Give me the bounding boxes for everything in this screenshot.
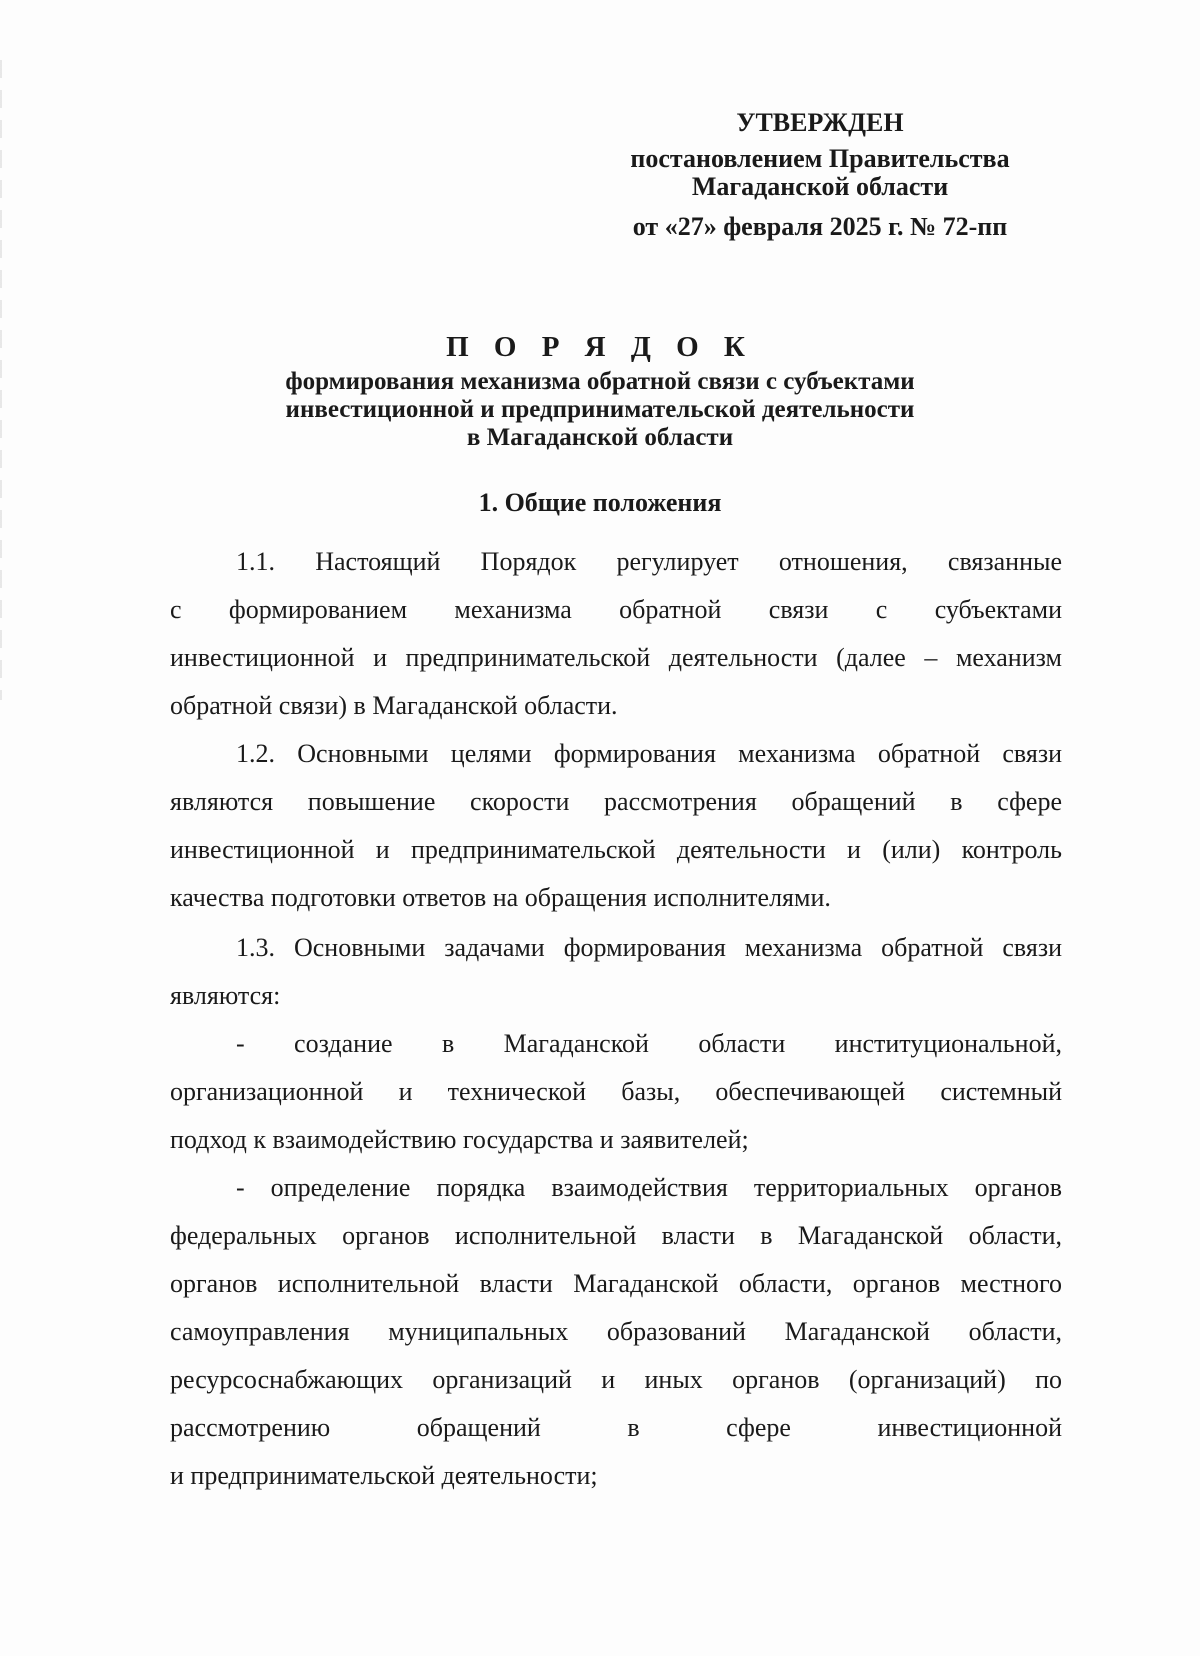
- body-line: федеральных органов исполнительной власти в Магаданской области,: [170, 1221, 1062, 1250]
- body-line: 1.2. Основными целями формирования механизма обратной связи: [236, 739, 1062, 768]
- approval-line-2: Магаданской области: [691, 172, 949, 201]
- scan-edge-artifact: [0, 60, 2, 700]
- body-line: подход к взаимодействию государства и заявителей;: [170, 1125, 749, 1154]
- body-line: 1.1. Настоящий Порядок регулирует отношения, связанные: [236, 547, 1062, 576]
- body-line: инвестиционной и предпринимательской деятельности (далее – механизм: [170, 643, 1062, 672]
- body-line: самоуправления муниципальных образований Магаданской области,: [170, 1317, 1062, 1346]
- body-line: качества подготовки ответов на обращения исполнителями.: [170, 883, 831, 912]
- body-line: и предпринимательской деятельности;: [170, 1461, 598, 1490]
- approval-line-1: постановлением Правительства: [630, 144, 1010, 173]
- document-title: П О Р Я Д О К: [446, 331, 754, 363]
- body-line: рассмотрению обращений в сфере инвестиционной: [170, 1413, 1062, 1442]
- document-subtitle-line-1: формирования механизма обратной связи с субъектами: [285, 368, 915, 395]
- body-line: инвестиционной и предпринимательской деятельности и (или) контроль: [170, 835, 1062, 864]
- document-subtitle-line-3: в Магаданской области: [466, 424, 734, 451]
- body-line: ресурсоснабжающих организаций и иных органов (организаций) по: [170, 1365, 1062, 1394]
- section-heading: 1. Общие положения: [478, 488, 722, 517]
- body-line: с формированием механизма обратной связи с субъектами: [170, 595, 1062, 624]
- body-line: - создание в Магаданской области институциональной,: [236, 1029, 1062, 1058]
- body-line: организационной и технической базы, обеспечивающей системный: [170, 1077, 1062, 1106]
- document-subtitle-line-2: инвестиционной и предпринимательской деятельности: [285, 396, 915, 423]
- body-line: являются:: [170, 981, 281, 1010]
- approval-heading: УТВЕРЖДЕН: [736, 108, 904, 137]
- body-line: обратной связи) в Магаданской области.: [170, 691, 618, 720]
- body-line: являются повышение скорости рассмотрения обращений в сфере: [170, 787, 1062, 816]
- approval-line-3: от «27» февраля 2025 г. № 72-пп: [632, 212, 1008, 241]
- body-line: 1.3. Основными задачами формирования механизма обратной связи: [236, 933, 1062, 962]
- body-line: - определение порядка взаимодействия территориальных органов: [236, 1173, 1062, 1202]
- body-line: органов исполнительной власти Магаданской области, органов местного: [170, 1269, 1062, 1298]
